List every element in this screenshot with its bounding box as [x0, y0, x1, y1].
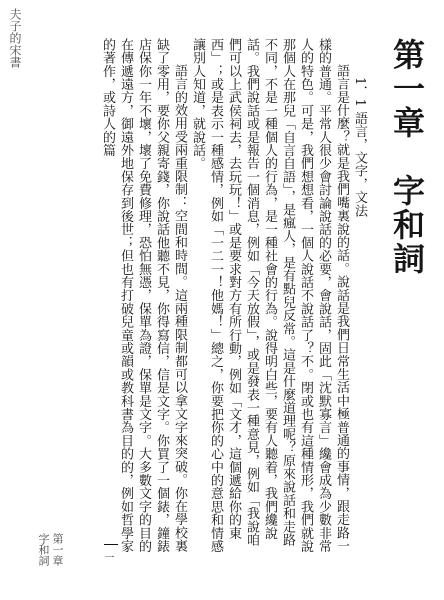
chapter-title: 第一章 字和詞	[388, 38, 426, 276]
page-text	[36, 38, 368, 558]
page-footer	[32, 533, 64, 579]
watermark: 夫子的宋書	[8, 8, 22, 68]
page-number-rule	[104, 544, 118, 545]
paragraph-2: 語言的效用受兩重限制：空間和時間。這兩種限制都可以拿文字來突破。你在學校裏缺了零用，要你父親寄錢，你說話他聽不見，你得寫信，信是文字。你買了一個錶，鐘錶店保你一年不壞，壞了免費修理，恐怕無憑，保單為證，保單是文字。大多數文字的目的在傳遞遠方，御遠外地保存到後世；但也有打破兒童或韻或教科書為目的的，例如哲學家的著作，或詩人的篇	[100, 38, 187, 553]
footer-section: 字和詞	[37, 533, 50, 566]
paragraph-1: 語言是什麼？就是我們嘴裏說的話。說話是我們日常生活中極普通的事情，跟走路一樣的普通。平常人很少會討論說話的必要，會說話，固此「沈默寡言」纔會成為少數非常人的特色。可是，我們想想看，一個人說話不說話了？不。閉或也有這種情形，我們就說那個人在那兒「自言自語」，是瘋人，是有點兒反常。這是什麼道理呢？原來說話和走路不同，不是一種個人的行為，是一種社會的行為。說得明白些，要有人聽着，我們纔說話。我們說話或是報告一個消息，例如「今天放假」，或是發表一種意見，例如「我說咱們可以上武侯祠去，去玩玩！」或是要求對方有所行動，例如「文才，這個遞給你的東西」；或是表示一種感情，例如「一二一！他媽！」總之，你要把你的心中的意思和情感讓別人知道，就說話。	[190, 38, 349, 553]
footer-chapter: 第一章	[51, 533, 64, 566]
page-number: 一	[102, 552, 113, 562]
section-heading: 1．1 語言，文字，文法	[352, 77, 367, 218]
